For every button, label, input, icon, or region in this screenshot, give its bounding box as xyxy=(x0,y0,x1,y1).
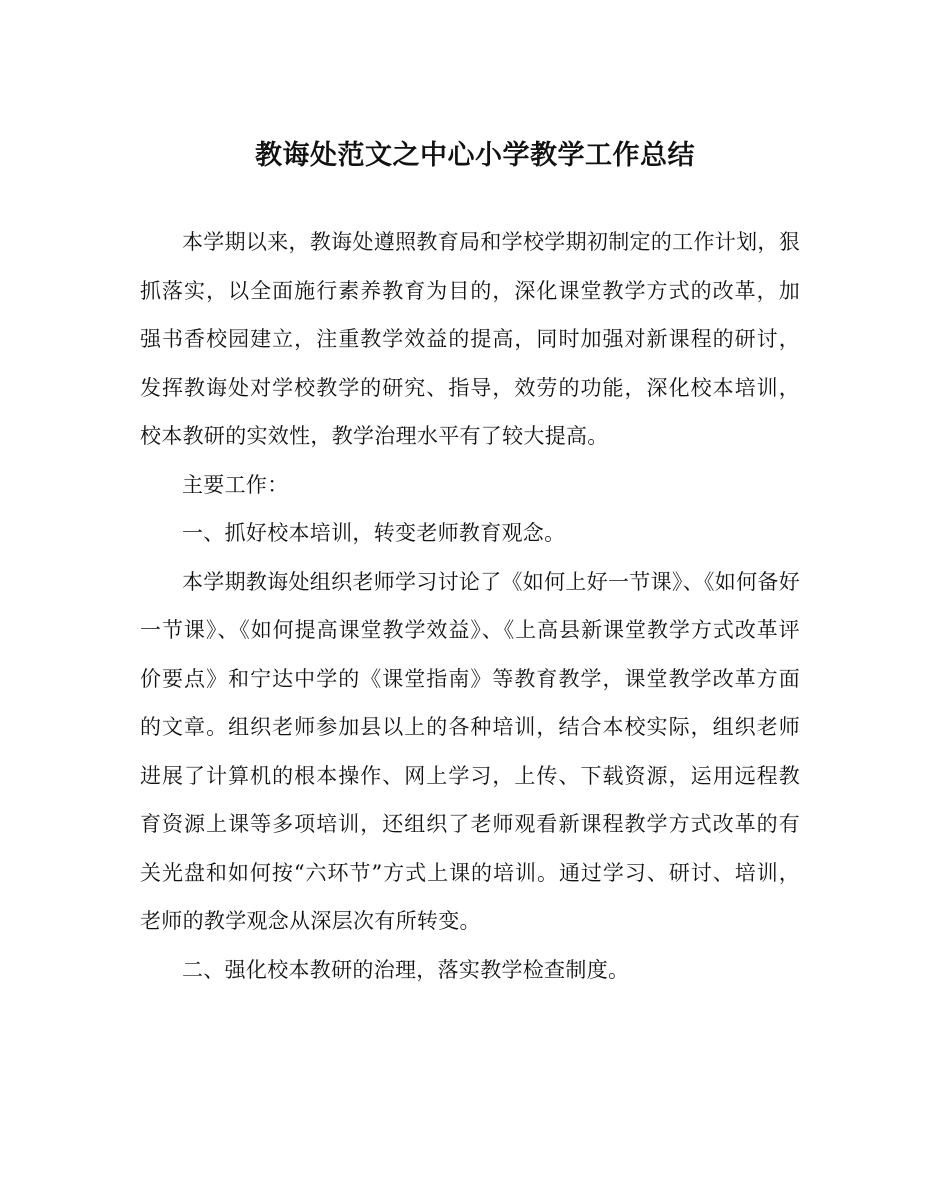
document-body xyxy=(140,218,800,994)
paragraph-training: 本学期教诲处组织老师学习讨论了《如何上好一节课》、《如何备好一节课》、《如何提高课堂教学效益》、《上高县新课堂教学方式改革评价要点》和宁达中学的《课堂指南》等教育教学，课堂教学改革方面的文章。组织老师参加县以上的各种培训，结合本校实际，组织老师进展了计算机的根本操作、网上学习，上传、下载资源，运用远程教育资源上课等多项培训，还组织了老师观看新课程教学方式改革的有关光盘和如何按“六环节”方式上课的培训。通过学习、研讨、培训，老师的教学观念从深层次有所转变。 xyxy=(140,569,800,933)
paragraph-main-work: 主要工作： xyxy=(182,472,289,497)
section-heading-1: 一、抓好校本培训，转变老师教育观念。 xyxy=(182,521,566,545)
paragraph-intro: 本学期以来，教诲处遵照教育局和学校学期初制定的工作计划，狠抓落实，以全面施行素养教育为目的，深化课堂教学方式的改革，加强书香校园建立，注重教学效益的提高，同时加强对新课程的研讨，发挥教诲处对学校教学的研究、指导，效劳的功能，深化校本培训，校本教研的实效性，教学治理水平有了较大提高。 xyxy=(140,230,800,448)
section-heading-2: 二、强化校本教研的治理，落实教学检查制度。 xyxy=(182,957,630,982)
document-title: 教诲处范文之中心小学教学工作总结 xyxy=(255,140,695,171)
